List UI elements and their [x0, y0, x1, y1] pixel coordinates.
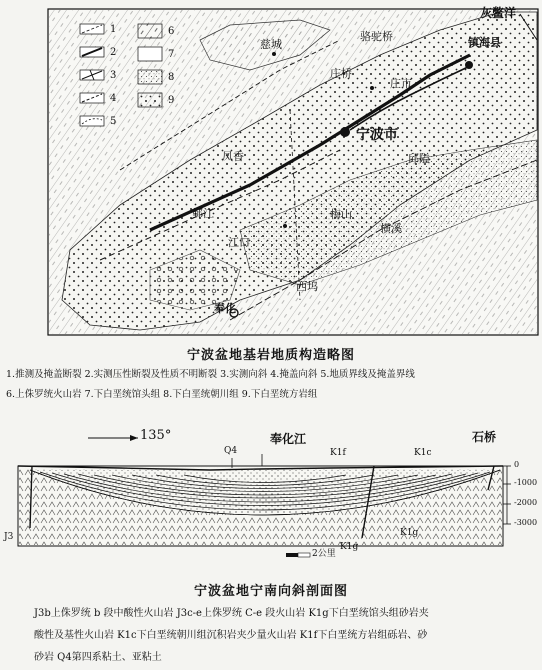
place-zhenhai: 镇海县 — [468, 36, 501, 49]
place-xitang: 西坞 — [296, 280, 318, 293]
map-legend-line-2: 6.上侏罗统火山岩 7.下白垩统馆头组 8.下白垩统朝川组 9.下白垩统方岩组 — [6, 389, 318, 400]
legend-num-7: 7 — [168, 49, 175, 60]
unit-label-k1f: K1f — [330, 448, 346, 458]
depth-scale — [503, 466, 511, 524]
place-zhuangqiao: 庄桥 — [330, 67, 352, 80]
legend-num-1: 1 — [110, 24, 117, 35]
place-meishan: 梅山 — [330, 208, 352, 221]
map-title: 宁波盆地基岩地质构造略图 — [186, 348, 355, 363]
map-legend-line-1: 1.推测及掩盖断裂 2.实测压性断裂及性质不明断裂 3.实测向斜 4.掩盖向斜 5.地质界线及掩盖界线 — [6, 369, 415, 380]
depth-tick-2000: -2000 — [514, 498, 538, 507]
cross-section — [0, 420, 542, 580]
place-fengxiang: 凤香 — [222, 150, 244, 163]
legend-num-2: 2 — [110, 47, 117, 58]
section-azimuth: 135° — [140, 428, 172, 443]
unit-label-j3: J3 — [4, 532, 14, 542]
unit-label-q4: Q4 — [224, 446, 238, 456]
scale-bar — [286, 553, 310, 557]
section-river: 奉化江 — [270, 432, 307, 446]
legend-num-9: 9 — [168, 95, 175, 106]
unit-label-k1g-a: K1g — [340, 542, 359, 552]
place-hengxi: 横溪 — [380, 222, 402, 235]
section-place-right: 石桥 — [472, 430, 497, 444]
depth-tick-3000: -3000 — [514, 518, 538, 527]
place-zhanqi: 鄞江 — [192, 207, 214, 220]
town-ningbo-marker — [340, 127, 350, 137]
unit-label-k1g-b: K1g — [400, 528, 419, 538]
section-legend-line-3: 砂岩 Q4第四系粘土、亚粘土 — [34, 652, 162, 663]
legend-num-4: 4 — [110, 93, 117, 104]
legend-num-8: 8 — [168, 72, 175, 83]
place-yinzhou: 邱隘 — [408, 152, 430, 165]
section-legend-line-2: 酸性及基性火山岩 K1c下白垩统朝川组沉积岩夹少量火山岩 K1f下白垩统方岩组砾岩、砂 — [34, 630, 428, 641]
depth-tick-0: 0 — [514, 460, 520, 469]
place-ningbo: 宁波市 — [356, 127, 398, 143]
place-xiapu: 慈城 — [260, 38, 282, 51]
legend-num-5: 5 — [110, 116, 117, 127]
place-longshan: 骆驼桥 — [360, 30, 393, 43]
place-guanhai-wei: 灰鳖洋 — [480, 6, 517, 20]
section-title: 宁波盆地宁南向斜剖面图 — [193, 584, 348, 599]
scale-label: 2公里 — [312, 549, 336, 559]
unit-label-k1c: K1c — [414, 448, 432, 458]
legend-num-3: 3 — [110, 70, 117, 81]
section-legend-line-1: J3b上侏罗统 b 段中酸性火山岩 J3c-e上侏罗统 C-e 段火山岩 K1g下白垩统馆头组砂岩夹 — [34, 608, 429, 619]
legend-num-6: 6 — [168, 26, 175, 37]
place-jiangkou: 江口 — [228, 236, 250, 249]
place-fenghua: 奉化 — [214, 302, 236, 315]
depth-tick-1000: -1000 — [514, 478, 538, 487]
place-zhuangshi: 庄市 — [390, 77, 412, 90]
